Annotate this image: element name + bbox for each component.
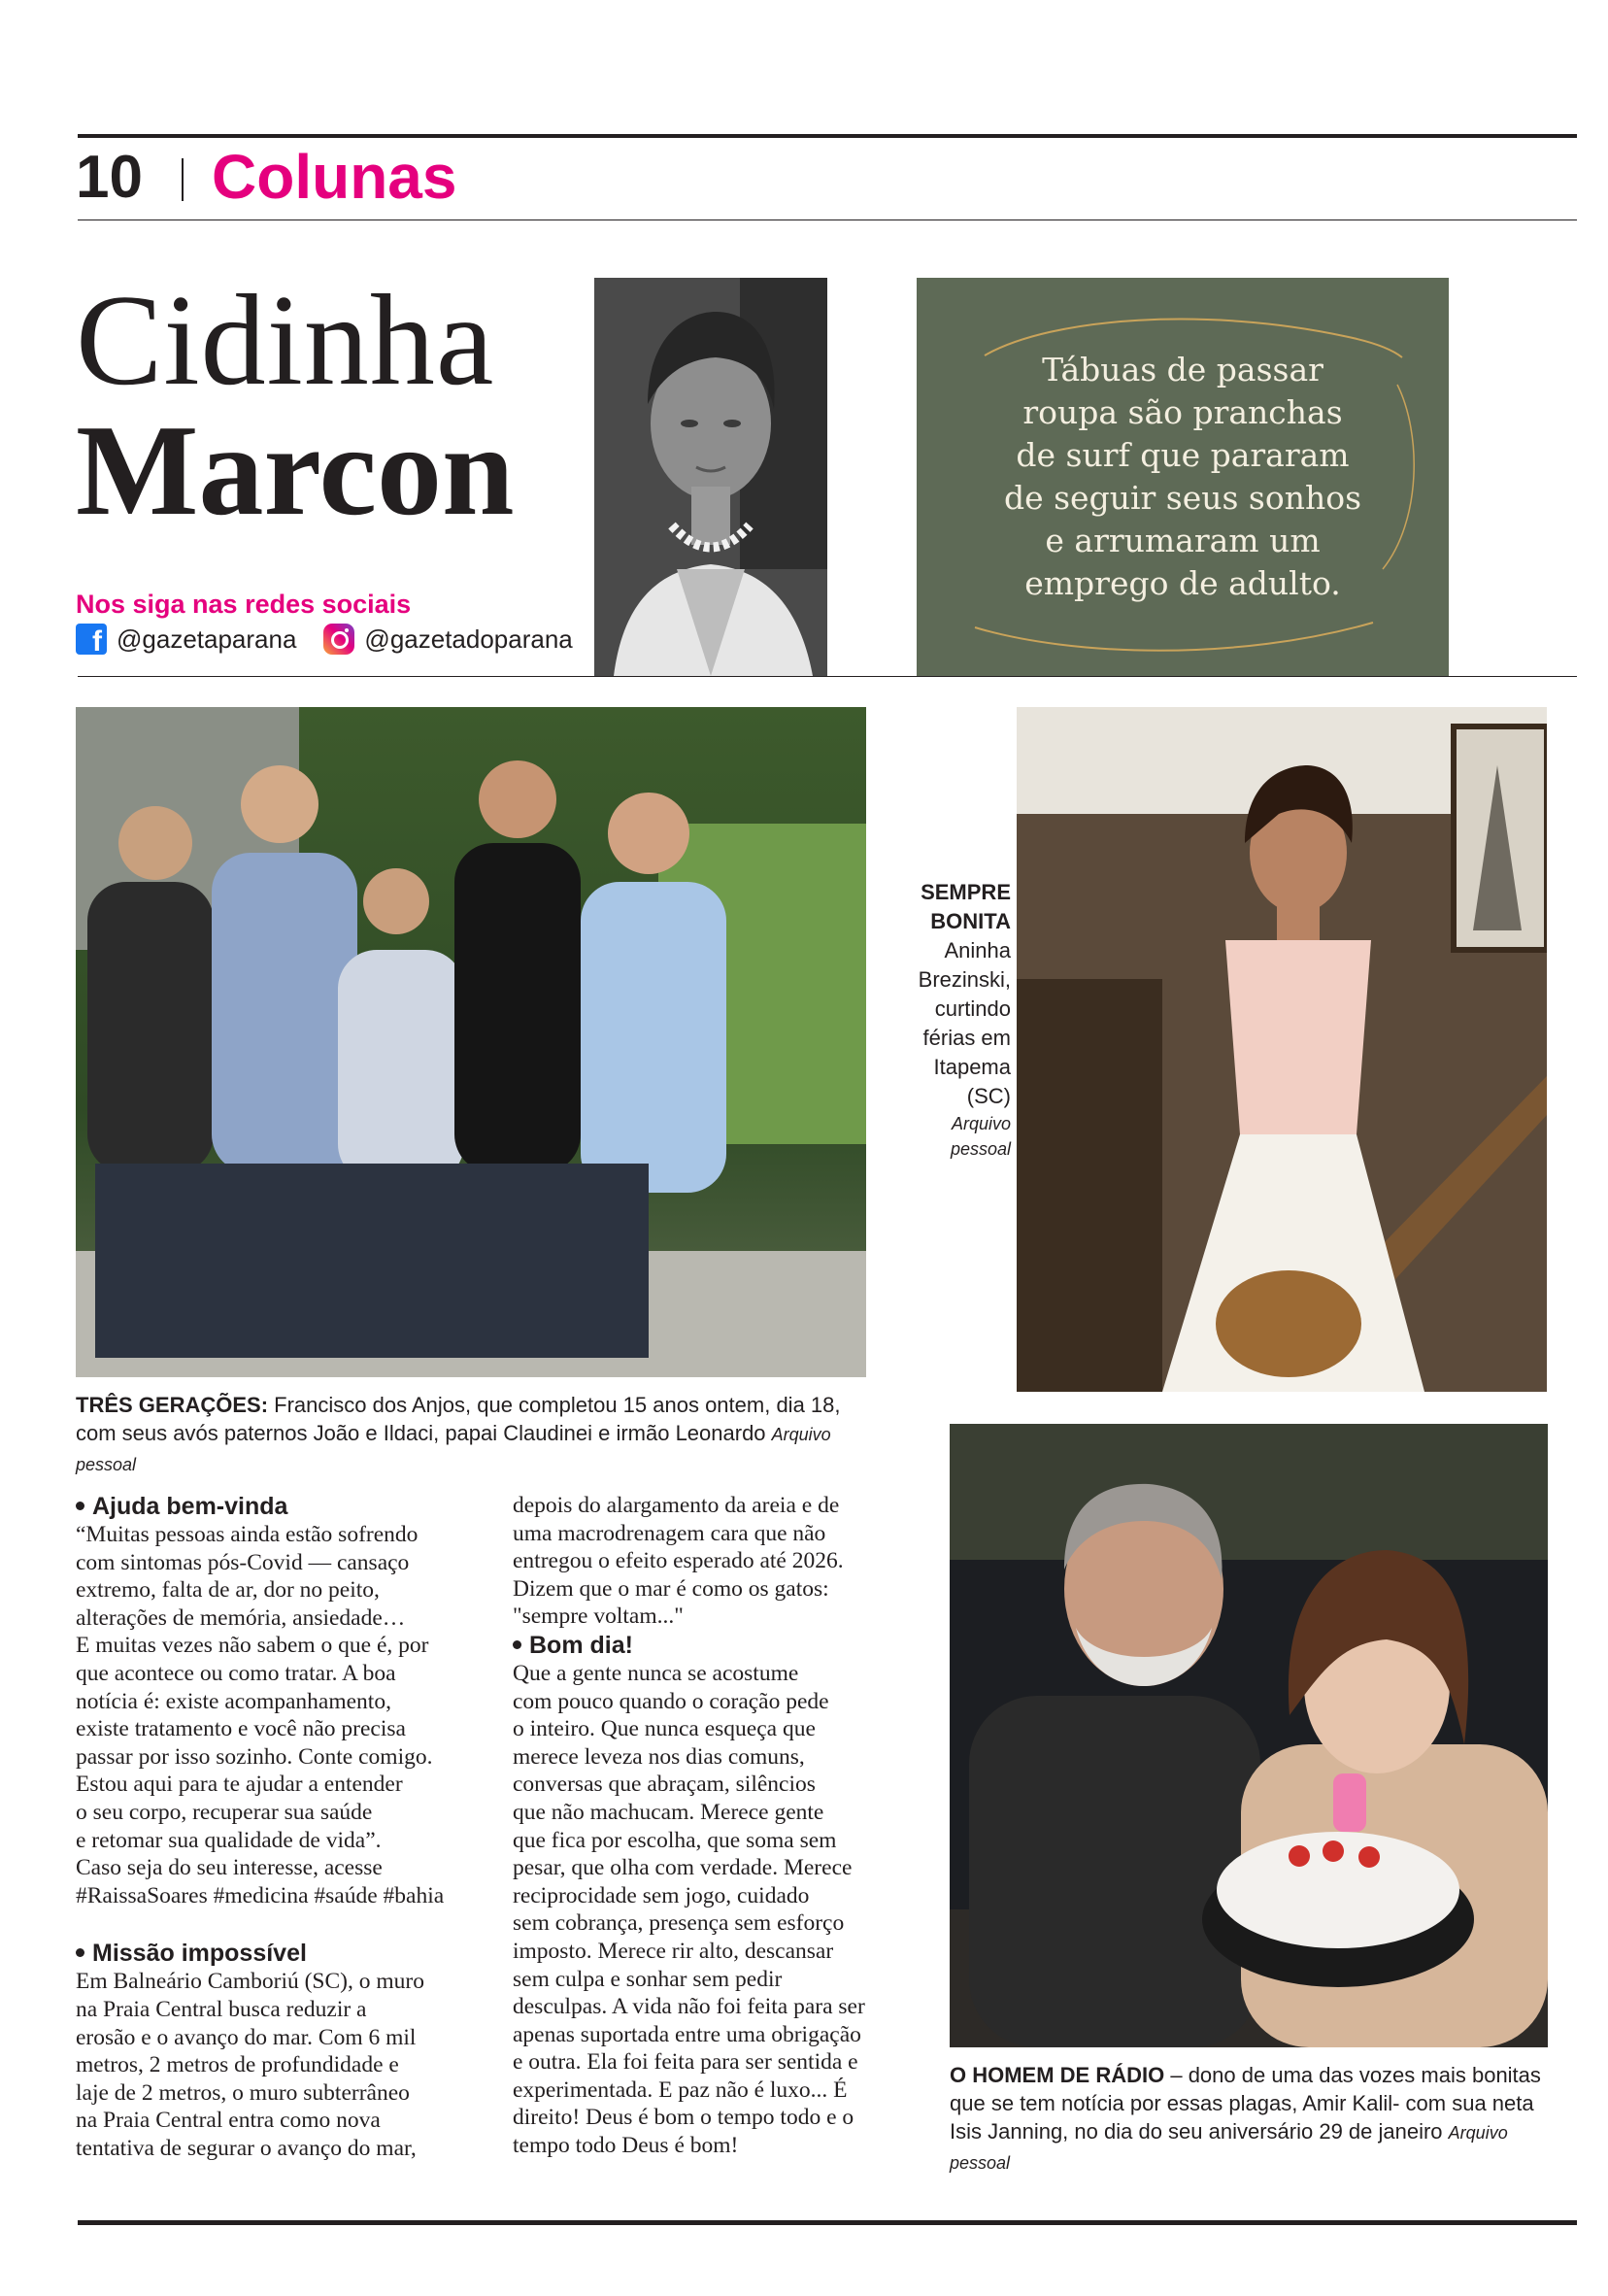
subhead-ajuda: Ajuda bem-vinda [76, 1492, 503, 1521]
header-rule [78, 219, 1577, 220]
caption-label-line1: SEMPRE [921, 880, 1011, 904]
bottom-rule [78, 2220, 1577, 2225]
caption-label: TRÊS GERAÇÕES: [76, 1393, 269, 1417]
quote-text: Tábuas de passar roupa são pranchas de surf que pararam de seguir seus sonhos e arrumaram um emprego de adulto. [1003, 351, 1362, 602]
article-line: desculpas. A vida não foi feita para ser [513, 1994, 865, 2020]
instagram-icon [323, 624, 354, 655]
caption-line: curtindo [934, 996, 1011, 1021]
article-line: tempo todo Deus é bom! [513, 2133, 739, 2159]
caption-line: (SC) [966, 1084, 1011, 1108]
header-divider [182, 158, 184, 201]
article-line: uma macrodrenagem cara que não [513, 1520, 826, 1546]
article-line: que fica por escolha, que soma sem [513, 1827, 837, 1853]
article-line: que não machucam. Merece gente [513, 1799, 824, 1825]
columnist-portrait [594, 278, 827, 676]
article-line: sem cobrança, presença sem esforço [513, 1910, 845, 1937]
article-line: passar por isso sozinho. Conte comigo. [76, 1743, 433, 1770]
photo-sempre-bonita [1017, 707, 1547, 1392]
article-line: com pouco quando o coração pede [513, 1688, 829, 1714]
article-line: Dizem que o mar é como os gatos: [513, 1575, 829, 1602]
quote-box [917, 278, 1449, 676]
article-line: direito! Deus é bom o tempo todo e o [513, 2105, 854, 2131]
photo-credit: pessoal [950, 1139, 1011, 1159]
article-line: Caso seja do seu interesse, acesse [76, 1855, 383, 1881]
masthead-rule [78, 676, 1577, 677]
article-line: #RaissaSoares #medicina #saúde #bahia [76, 1882, 445, 1908]
article-line: e outra. Ela foi feita para ser sentida e [513, 2049, 858, 2076]
caption-tres-geracoes [76, 1391, 872, 1479]
bullet-icon [76, 1948, 84, 1957]
article-line: que acontece ou como tratar. A boa [76, 1660, 396, 1686]
article-line: sem culpa e sonhar sem pedir [513, 1966, 783, 1992]
columnist-last-name: Marcon [76, 398, 515, 542]
caption-label-line2: BONITA [930, 909, 1011, 933]
article-line: “Muitas pessoas ainda estão sofrendo [76, 1522, 419, 1547]
photo-credit: Arquivo pessoal [76, 1425, 831, 1474]
top-rule [78, 134, 1577, 138]
caption-text: Francisco dos Anjos, que completou 15 anos ontem, dia 18, com seus avós paternos João e Ildaci, papai Claudinei e irmão Leonardo [76, 1393, 841, 1445]
caption-homem-de-radio [950, 2061, 1556, 2178]
bullet-icon [76, 1502, 84, 1510]
section-title: Colunas [212, 142, 457, 212]
caption-line: Itapema [933, 1055, 1011, 1079]
article-line: com sintomas pós-Covid — cansaço [76, 1549, 410, 1575]
column-1 [76, 1492, 503, 2162]
article-line: experimentada. E paz não é luxo... É [513, 2077, 848, 2103]
photo-tres-geracoes [76, 707, 866, 1377]
facebook-handle[interactable]: @gazetaparana [117, 624, 297, 654]
caption-line: Brezinski, [918, 967, 1011, 992]
article-line: o seu corpo, recuperar sua saúde [76, 1799, 373, 1825]
article-line: conversas que abraçam, silêncios [513, 1772, 816, 1798]
article-line: entregou o efeito esperado até 2026. [513, 1548, 844, 1574]
article-line: o inteiro. Que nunca esqueça que [513, 1716, 816, 1742]
social-links [76, 624, 573, 658]
article-line: merece leveza nos dias comuns, [513, 1743, 805, 1770]
article-line: pesar, que olha com verdade. Merece [513, 1855, 853, 1881]
article-line: depois do alargamento da areia e de [513, 1493, 840, 1518]
caption-text: – dono de uma das vozes mais bonitas que se tem notícia por essas plagas, Amir Kalil- com sua neta Isis Janning, no dia do seu aniversário 29 de janeiro [950, 2063, 1541, 2144]
article-line: existe tratamento e você não precisa [76, 1716, 406, 1742]
article-line: Que a gente nunca se acostume [513, 1660, 799, 1686]
photo-homem-de-radio [950, 1424, 1548, 2047]
instagram-handle[interactable]: @gazetadoparana [364, 624, 573, 654]
article-line: apenas suportada entre uma obrigação [513, 2021, 861, 2047]
article-line: na Praia Central entra como nova [76, 2108, 381, 2134]
social-title: Nos siga nas redes sociais [76, 590, 412, 619]
article-line: metros, 2 metros de profundidade e [76, 2052, 399, 2078]
article-line: E muitas vezes não sabem o que é, por [76, 1633, 429, 1659]
article-line: notícia é: existe acompanhamento, [76, 1688, 391, 1714]
column-2 [513, 1492, 945, 2160]
article-line: e retomar sua qualidade de vida”. [76, 1827, 382, 1853]
caption-line: férias em [922, 1026, 1011, 1050]
caption-label: O HOMEM DE RÁDIO [950, 2063, 1165, 2087]
article-line: na Praia Central busca reduzir a [76, 1996, 367, 2022]
article-line: "sempre voltam..." [513, 1604, 684, 1630]
subhead-bom-dia: Bom dia! [513, 1631, 945, 1660]
bullet-icon [513, 1640, 521, 1649]
article-line: alterações de memória, ansiedade… [76, 1604, 406, 1631]
article-line: imposto. Merece rir alto, descansar [513, 1938, 834, 1964]
subhead-missao: Missão impossível [76, 1939, 503, 1968]
columnist-first-name: Cidinha [76, 268, 495, 412]
article-line: Em Balneário Camboriú (SC), o muro [76, 1969, 424, 1995]
article-line: erosão e o avanço do mar. Com 6 mil [76, 2024, 417, 2050]
page-number: 10 [76, 144, 143, 211]
article-line: extremo, falta de ar, dor no peito, [76, 1577, 380, 1604]
photo-credit: Arquivo [951, 1114, 1011, 1133]
article-line: Estou aqui para te ajudar a entender [76, 1772, 403, 1798]
article-line: laje de 2 metros, o muro subterrâneo [76, 2079, 410, 2106]
article-line: tentativa de segurar o avanço do mar, [76, 2135, 417, 2161]
photo-credit: Arquivo pessoal [950, 2123, 1508, 2173]
facebook-icon: f [76, 624, 107, 655]
article-line: reciprocidade sem jogo, cuidado [513, 1882, 810, 1908]
caption-line: Aninha [944, 938, 1011, 962]
caption-sempre-bonita [879, 878, 1011, 1162]
